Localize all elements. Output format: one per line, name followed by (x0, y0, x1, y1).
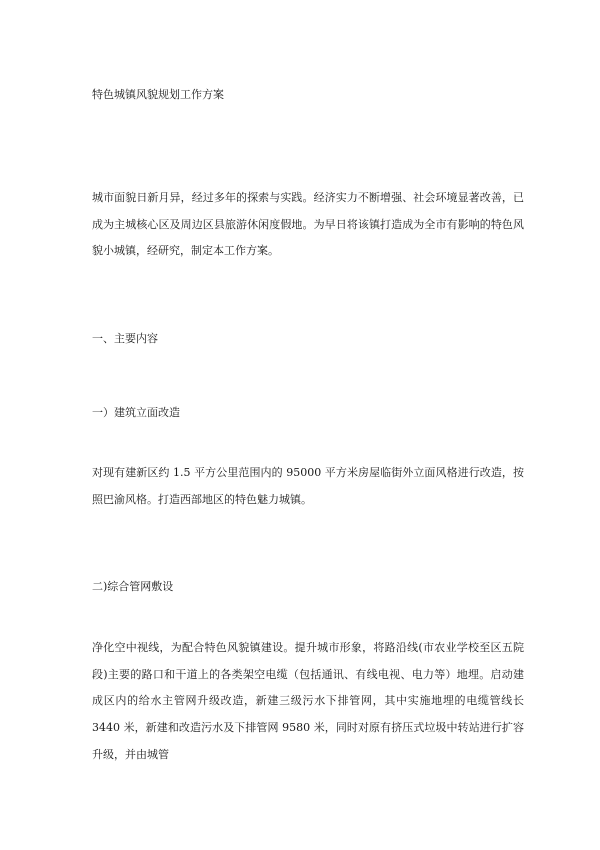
subsection-heading-pipeline: 二)综合管网敷设 (92, 580, 174, 593)
pipeline-paragraph: 净化空中视线，为配合特色风貌镇建设。提升城市形象，将路沿线(市农业学校至区五院段)主要的路口和干道上的各类架空电缆（包括通讯、有线电视、电力等）地埋。启动建成区内的给水主管网升级改造，新建三级污水下排管网，其中实施地埋的电缆管线长 3440 米，新建和改造污水及下排管网 9580 米，同时对原有挤压式垃圾中转站进行扩容升级，并由城管 (92, 641, 524, 761)
section-heading-main-content: 一、主要内容 (92, 332, 158, 345)
facade-paragraph: 对现有建新区约 1.5 平方公里范围内的 95000 平方米房屋临街外立面风格进行改造，按照巴渝风格。打造西部地区的特色魅力城镇。 (92, 466, 524, 506)
subsection-heading-facade: 一）建筑立面改造 (92, 406, 180, 419)
document-title: 特色城镇风貌规划工作方案 (92, 88, 224, 101)
intro-paragraph: 城市面貌日新月异，经过多年的探索与实践。经济实力不断增强、社会环境显著改善，已成为主城核心区及周边区县旅游休闲度假地。为早日将该镇打造成为全市有影响的特色风貌小城镇，经研究，制定本工作方案。 (92, 191, 524, 258)
